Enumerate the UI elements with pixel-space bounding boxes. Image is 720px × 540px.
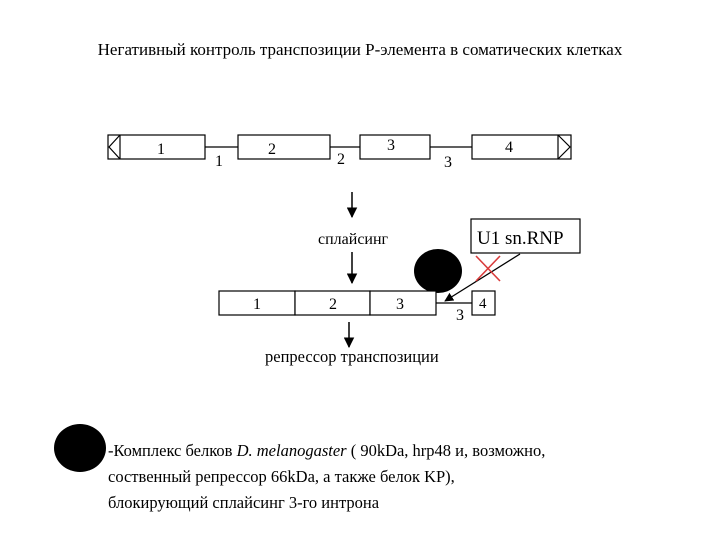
note-line-2: соственный репрессор 66kDa, а также белок KP),: [108, 467, 455, 486]
p-element-gene: [108, 135, 571, 171]
note-part-1: -Комплекс белков: [108, 441, 237, 460]
note-species: D. melanogaster: [236, 441, 347, 460]
protein-complex-oval: [414, 249, 462, 293]
u1-snrnp-label: U1 sn.RNP: [477, 228, 564, 249]
intron-3-label: 3: [444, 154, 452, 171]
exon-3-box: [360, 135, 430, 159]
note-line-1: [108, 438, 708, 464]
exon-3-label: 3: [387, 137, 395, 154]
exon-2-label: 2: [268, 141, 276, 158]
exon-4-box: [472, 135, 571, 159]
legend-note: [108, 438, 708, 516]
legend-protein-complex-dot: [54, 424, 106, 472]
product-exon-4-label: 4: [479, 296, 487, 312]
exon-2-box: [238, 135, 330, 159]
product-exon-2-label: 2: [329, 296, 337, 313]
repressor-label: репрессор транспозиции: [265, 347, 439, 366]
splicing-label: сплайсинг: [318, 231, 389, 248]
retained-intron-label: 3: [456, 307, 464, 324]
product-exon-1-label: 1: [253, 296, 261, 313]
slide-title: Негативный контроль транспозиции Р-элемента в соматических клетках: [97, 40, 623, 59]
intron-2-label: 2: [337, 151, 345, 168]
intron-1-label: 1: [215, 153, 223, 170]
exon-1-label: 1: [157, 141, 165, 158]
exon-4-label: 4: [505, 139, 513, 156]
product-exon-3-label: 3: [396, 296, 404, 313]
note-line-3: блокирующий сплайсинг 3-го интрона: [108, 493, 380, 512]
note-part-2: ( 90kDa, hrp48 и, возможно,: [346, 441, 546, 460]
